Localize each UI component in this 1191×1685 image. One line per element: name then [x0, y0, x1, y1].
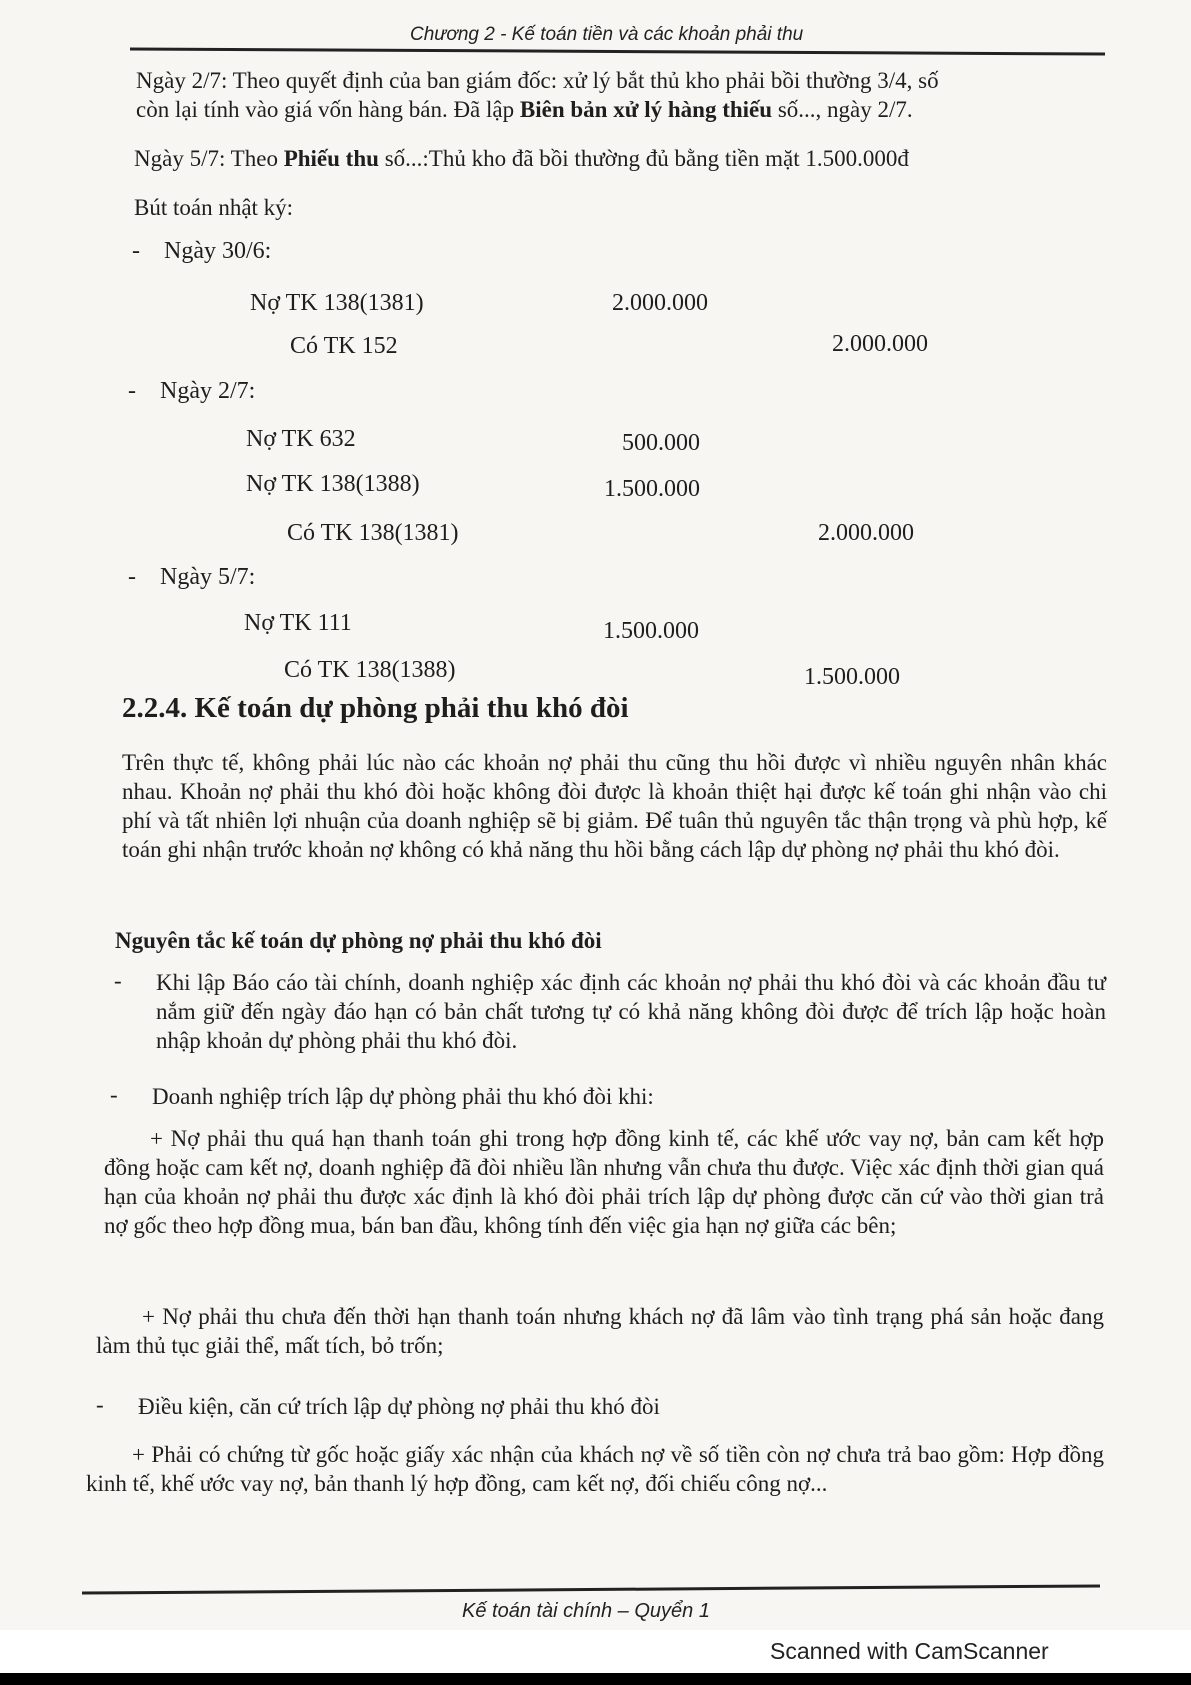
journal-d2-credit-amount: 2.000.000	[818, 520, 914, 546]
header-rule	[130, 47, 1105, 55]
section-heading: 2.2.4. Kế toán dự phòng phải thu khó đòi	[122, 692, 629, 724]
bullet-dash-3: -	[96, 1392, 104, 1417]
footer-rule	[82, 1584, 1100, 1594]
page-header	[130, 18, 1105, 54]
journal-intro: Bút toán nhật ký:	[134, 195, 294, 220]
journal-d2-debit-1: Nợ TK 632	[246, 426, 356, 452]
journal-d1-debit-amount: 2.000.000	[612, 290, 708, 316]
journal-d1-debit: Nợ TK 138(1381)	[250, 290, 424, 316]
journal-d2-debit-2-amount: 1.500.000	[604, 476, 700, 502]
journal-d3-debit: Nợ TK 111	[244, 610, 352, 636]
bottom-edge	[0, 1673, 1191, 1685]
scanner-label: Scanned with CamScanner	[770, 1638, 1049, 1664]
intro-paragraph-1	[136, 66, 1111, 124]
chapter-title: Chương 2 - Kế toán tiền và các khoản phải thu	[410, 24, 804, 45]
journal-day-3-label: - Ngày 5/7:	[128, 564, 256, 590]
journal-d3-credit: Có TK 138(1388)	[284, 657, 456, 683]
bullet-1: Khi lập Báo cáo tài chính, doanh nghiệp xác định các khoản nợ phải thu khó đòi và các khoản đầu tư nắm giữ đến ngày đáo hạn có bản chất tương tự có khả năng không đòi được để trích lập hoặc hoàn nhập khoản dự phòng phải thu khó đòi.	[156, 970, 1106, 1053]
bullet-2: Doanh nghiệp trích lập dự phòng phải thu khó đòi khi:	[152, 1084, 654, 1109]
subheading: Nguyên tắc kế toán dự phòng nợ phải thu khó đòi	[115, 928, 602, 953]
journal-d1-credit-amount: 2.000.000	[832, 331, 928, 357]
journal-d3-credit-amount: 1.500.000	[804, 664, 900, 690]
bullet-dash-2: -	[110, 1082, 118, 1107]
section-paragraph-1: Trên thực tế, không phải lúc nào các khoản nợ phải thu cũng thu hồi được vì nhiều nguyên nhân khác nhau. Khoản nợ phải thu khó đòi hoặc không đòi được là khoản thiệt hại được kế toán ghi nhận vào chi phí và tất nhiên lợi nhuận của doanh nghiệp sẽ bị giảm. Để tuân thủ nguyên tắc thận trọng và phù hợp, kế toán ghi nhận trước khoản nợ không có khả năng thu hồi bằng cách lập dự phòng nợ phải thu khó đòi.	[122, 750, 1107, 862]
journal-day-1-label: - Ngày 30/6:	[132, 238, 272, 264]
journal-d1-credit: Có TK 152	[290, 333, 398, 359]
journal-d2-debit-1-amount: 500.000	[622, 430, 700, 456]
intro-line-1b: còn lại tính vào giá vốn hàng bán. Đã lập Biên bản xử lý hàng thiếu số..., ngày 2/7.	[136, 97, 913, 122]
journal-d2-debit-2: Nợ TK 138(1388)	[246, 471, 420, 497]
plus-item-1: + Nợ phải thu quá hạn thanh toán ghi trong hợp đồng kinh tế, các khế ước vay nợ, bản cam kết hợp đồng hoặc cam kết nợ, doanh nghiệp đã đòi nhiều lần nhưng vẫn chưa thu được. Việc xác định thời gian quá hạn của khoản nợ phải thu được xác định là khó đòi phải trích lập dự phòng được căn cứ vào thời gian trả nợ gốc theo hợp đồng mua, bán ban đầu, không tính đến việc gia hạn nợ giữa các bên;	[104, 1126, 1104, 1238]
intro-paragraph-2: Ngày 5/7: Theo Phiếu thu số...:Thủ kho đã bồi thường đủ bằng tiền mặt 1.500.000đ	[134, 146, 909, 171]
plus-item-2: + Nợ phải thu chưa đến thời hạn thanh toán nhưng khách nợ đã lâm vào tình trạng phá sản hoặc đang làm thủ tục giải thể, mất tích, bỏ trốn;	[96, 1304, 1104, 1358]
bullet-3: Điều kiện, căn cứ trích lập dự phòng nợ phải thu khó đòi	[138, 1394, 660, 1419]
intro-line-1a: Ngày 2/7: Theo quyết định của ban giám đốc: xử lý bắt thủ kho phải bồi thường 3/4, số	[136, 68, 939, 93]
journal-d2-credit: Có TK 138(1381)	[287, 520, 459, 546]
journal-day-2-label: - Ngày 2/7:	[128, 378, 256, 404]
plus-item-3: + Phải có chứng từ gốc hoặc giấy xác nhận của khách nợ về số tiền còn nợ chưa trả bao gồm: Hợp đồng kinh tế, khế ước vay nợ, bản thanh lý hợp đồng, cam kết nợ, đối chiếu công nợ...	[86, 1442, 1104, 1496]
bullet-dash-1: -	[114, 968, 122, 993]
book-title: Kế toán tài chính – Quyển 1	[462, 1600, 710, 1622]
journal-d3-debit-amount: 1.500.000	[603, 618, 699, 644]
